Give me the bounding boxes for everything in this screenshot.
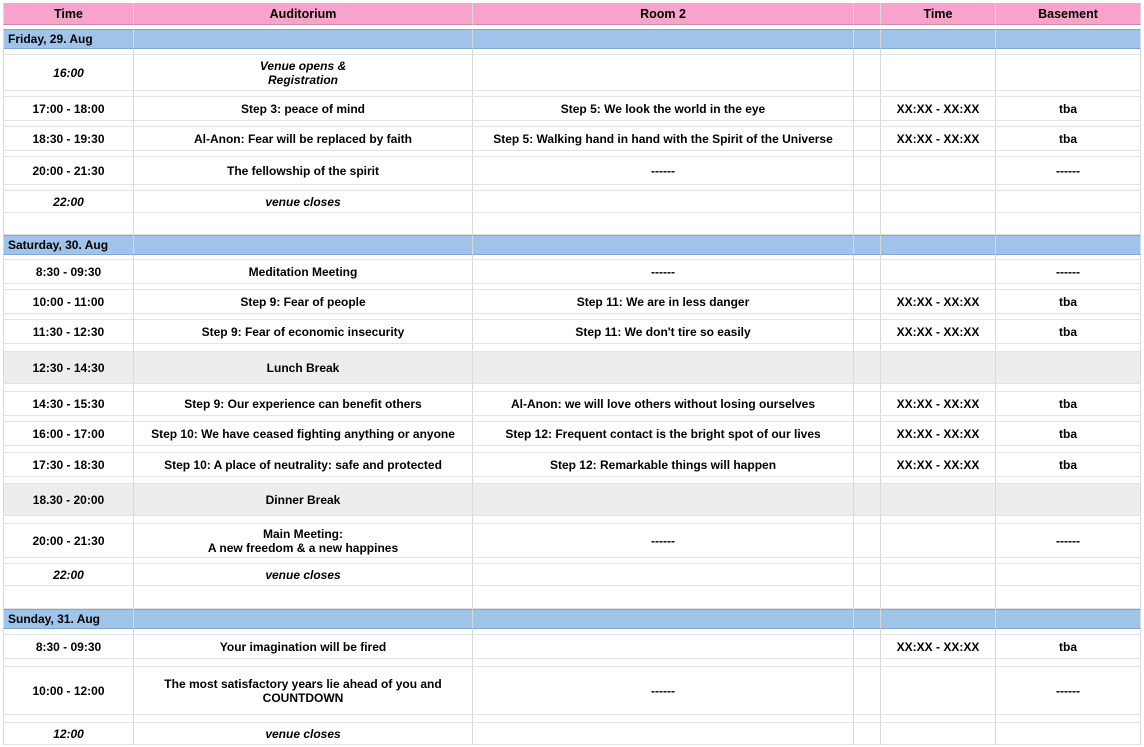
spacer-cell[interactable] — [854, 516, 881, 524]
spacer-cell[interactable] — [134, 715, 473, 723]
day-label[interactable]: Sunday, 31. Aug — [3, 609, 134, 629]
auditorium-cell[interactable]: Your imagination will be fired — [134, 635, 473, 659]
room2-cell[interactable]: ------ — [473, 667, 854, 715]
auditorium-cell[interactable]: venue closes — [134, 723, 473, 745]
auditorium-cell[interactable]: Step 9: Fear of people — [134, 290, 473, 314]
basement-cell[interactable]: tba — [996, 97, 1141, 121]
spacer-cell[interactable] — [134, 659, 473, 667]
basement-cell[interactable]: tba — [996, 127, 1141, 151]
spacer-row — [3, 344, 1141, 352]
blank-cell[interactable] — [854, 723, 881, 745]
time2-cell[interactable]: XX:XX - XX:XX — [881, 320, 996, 344]
header-blank[interactable] — [854, 3, 881, 25]
spacer-cell[interactable] — [3, 384, 134, 392]
header-basement[interactable]: Basement — [996, 3, 1141, 25]
day-cell[interactable] — [996, 29, 1141, 49]
spacer-cell[interactable] — [996, 213, 1141, 235]
day-cell[interactable] — [473, 609, 854, 629]
day-cell[interactable] — [854, 29, 881, 49]
spacer-row — [3, 477, 1141, 484]
spacer-cell[interactable] — [881, 659, 996, 667]
spacer-cell[interactable] — [473, 446, 854, 453]
time2-cell[interactable] — [881, 564, 996, 586]
room2-cell[interactable] — [473, 635, 854, 659]
table-row — [3, 320, 1141, 344]
time-cell[interactable]: 18:30 - 19:30 — [3, 127, 134, 151]
time2-cell[interactable]: XX:XX - XX:XX — [881, 127, 996, 151]
spacer-cell[interactable] — [854, 586, 881, 609]
spacer-cell[interactable] — [881, 344, 996, 352]
spacer-cell[interactable] — [996, 586, 1141, 609]
spacer-cell[interactable] — [134, 586, 473, 609]
time-cell[interactable]: 11:30 - 12:30 — [3, 320, 134, 344]
table-row — [3, 55, 1141, 91]
blank-cell[interactable] — [854, 524, 881, 558]
time2-cell[interactable]: XX:XX - XX:XX — [881, 392, 996, 416]
blank-cell[interactable] — [854, 564, 881, 586]
room2-cell[interactable]: Step 11: We don't tire so easily — [473, 320, 854, 344]
schedule-sheet — [3, 3, 1141, 747]
table-row — [3, 422, 1141, 446]
spacer-cell[interactable] — [134, 446, 473, 453]
time-cell[interactable]: 20:00 - 21:30 — [3, 157, 134, 185]
spacer-cell[interactable] — [134, 213, 473, 235]
spacer-row — [3, 659, 1141, 667]
spacer-cell[interactable] — [473, 344, 854, 352]
blank-cell[interactable] — [854, 422, 881, 446]
spacer-cell[interactable] — [134, 384, 473, 392]
table-row — [3, 97, 1141, 121]
time2-cell[interactable] — [881, 191, 996, 213]
spacer-row — [3, 446, 1141, 453]
spacer-cell[interactable] — [996, 477, 1141, 484]
table-row — [3, 157, 1141, 185]
table-row — [3, 260, 1141, 284]
day-cell[interactable] — [881, 29, 996, 49]
basement-cell[interactable]: ------ — [996, 524, 1141, 558]
table-row — [3, 564, 1141, 586]
basement-cell[interactable] — [996, 484, 1141, 516]
table-row — [3, 290, 1141, 314]
basement-cell[interactable]: tba — [996, 290, 1141, 314]
table-row — [3, 524, 1141, 558]
room2-cell[interactable]: ------ — [473, 524, 854, 558]
blank-cell[interactable] — [854, 290, 881, 314]
header-time2[interactable]: Time — [881, 3, 996, 25]
blank-cell[interactable] — [854, 260, 881, 284]
basement-cell[interactable] — [996, 723, 1141, 745]
room2-cell[interactable] — [473, 352, 854, 384]
room2-cell[interactable]: ------ — [473, 157, 854, 185]
time-cell[interactable]: 16:00 - 17:00 — [3, 422, 134, 446]
time-cell[interactable]: 22:00 — [3, 564, 134, 586]
day-cell[interactable] — [881, 609, 996, 629]
spacer-cell[interactable] — [3, 344, 134, 352]
basement-cell[interactable]: tba — [996, 635, 1141, 659]
table-row — [3, 667, 1141, 715]
spacer-cell[interactable] — [473, 384, 854, 392]
spacer-cell[interactable] — [3, 516, 134, 524]
spacer-row — [3, 384, 1141, 392]
day-cell[interactable] — [473, 29, 854, 49]
basement-cell[interactable] — [996, 564, 1141, 586]
spacer-row — [3, 213, 1141, 235]
blank-cell[interactable] — [854, 352, 881, 384]
lunch-break-row — [3, 352, 1141, 384]
auditorium-cell[interactable]: The fellowship of the spirit — [134, 157, 473, 185]
day-cell[interactable] — [881, 235, 996, 255]
spacer-cell[interactable] — [881, 384, 996, 392]
blank-cell[interactable] — [854, 97, 881, 121]
spacer-cell[interactable] — [854, 213, 881, 235]
spacer-cell[interactable] — [881, 477, 996, 484]
spacer-cell[interactable] — [473, 516, 854, 524]
room2-cell[interactable] — [473, 55, 854, 91]
table-row — [3, 191, 1141, 213]
time2-cell[interactable]: XX:XX - XX:XX — [881, 422, 996, 446]
spacer-cell[interactable] — [3, 715, 134, 723]
time-cell[interactable]: 12:00 — [3, 723, 134, 745]
time2-cell[interactable] — [881, 723, 996, 745]
spacer-cell[interactable] — [3, 477, 134, 484]
day-row-friday — [3, 29, 1141, 49]
time-cell[interactable]: 16:00 — [3, 55, 134, 91]
day-cell[interactable] — [996, 235, 1141, 255]
blank-cell[interactable] — [854, 453, 881, 477]
spacer-cell[interactable] — [996, 446, 1141, 453]
header-room2[interactable]: Room 2 — [473, 3, 854, 25]
time-cell[interactable]: 10:00 - 11:00 — [3, 290, 134, 314]
spacer-cell[interactable] — [881, 516, 996, 524]
auditorium-cell[interactable]: Step 10: A place of neutrality: safe and protected — [134, 453, 473, 477]
auditorium-cell[interactable]: Venue opens & Registration — [134, 55, 473, 91]
auditorium-cell[interactable]: Dinner Break — [134, 484, 473, 516]
room2-cell[interactable]: ------ — [473, 260, 854, 284]
time-cell[interactable]: 22:00 — [3, 191, 134, 213]
time2-cell[interactable] — [881, 667, 996, 715]
spacer-row — [3, 516, 1141, 524]
room2-cell[interactable] — [473, 723, 854, 745]
auditorium-cell[interactable]: Step 10: We have ceased fighting anything or anyone — [134, 422, 473, 446]
blank-cell[interactable] — [854, 157, 881, 185]
auditorium-cell[interactable]: Step 9: Our experience can benefit others — [134, 392, 473, 416]
spacer-row — [3, 586, 1141, 609]
spacer-cell[interactable] — [996, 659, 1141, 667]
spacer-cell[interactable] — [134, 477, 473, 484]
basement-cell[interactable]: tba — [996, 392, 1141, 416]
spacer-cell[interactable] — [881, 213, 996, 235]
time-cell[interactable]: 12:30 - 14:30 — [3, 352, 134, 384]
header-time[interactable]: Time — [3, 3, 134, 25]
day-cell[interactable] — [473, 235, 854, 255]
day-cell[interactable] — [134, 235, 473, 255]
day-label[interactable]: Saturday, 30. Aug — [3, 235, 134, 255]
time-cell[interactable]: 17:30 - 18:30 — [3, 453, 134, 477]
basement-cell[interactable] — [996, 352, 1141, 384]
spacer-cell[interactable] — [996, 715, 1141, 723]
room2-cell[interactable]: Step 11: We are in less danger — [473, 290, 854, 314]
time-cell[interactable]: 17:00 - 18:00 — [3, 97, 134, 121]
auditorium-cell[interactable]: Step 3: peace of mind — [134, 97, 473, 121]
auditorium-cell[interactable]: venue closes — [134, 564, 473, 586]
spacer-cell[interactable] — [881, 586, 996, 609]
time2-cell[interactable]: XX:XX - XX:XX — [881, 635, 996, 659]
auditorium-cell[interactable]: Meditation Meeting — [134, 260, 473, 284]
spacer-cell[interactable] — [996, 516, 1141, 524]
table-row — [3, 635, 1141, 659]
spacer-cell[interactable] — [854, 344, 881, 352]
spacer-cell[interactable] — [473, 213, 854, 235]
auditorium-cell[interactable]: The most satisfactory years lie ahead of you and COUNTDOWN — [134, 667, 473, 715]
spacer-cell[interactable] — [473, 477, 854, 484]
day-row-sunday — [3, 609, 1141, 629]
room2-cell[interactable] — [473, 564, 854, 586]
blank-cell[interactable] — [854, 484, 881, 516]
auditorium-cell[interactable]: Lunch Break — [134, 352, 473, 384]
room2-cell[interactable] — [473, 191, 854, 213]
time-cell[interactable]: 14:30 - 15:30 — [3, 392, 134, 416]
basement-cell[interactable] — [996, 191, 1141, 213]
day-label[interactable]: Friday, 29. Aug — [3, 29, 134, 49]
day-cell[interactable] — [854, 235, 881, 255]
spacer-row — [3, 715, 1141, 723]
room2-cell[interactable]: Step 5: We look the world in the eye — [473, 97, 854, 121]
time-cell[interactable]: 8:30 - 09:30 — [3, 260, 134, 284]
blank-cell[interactable] — [854, 667, 881, 715]
room2-cell[interactable]: Step 5: Walking hand in hand with the Spirit of the Universe — [473, 127, 854, 151]
spacer-cell[interactable] — [3, 446, 134, 453]
basement-cell[interactable]: ------ — [996, 260, 1141, 284]
room2-cell[interactable]: Step 12: Remarkable things will happen — [473, 453, 854, 477]
spacer-cell[interactable] — [3, 586, 134, 609]
time2-cell[interactable]: XX:XX - XX:XX — [881, 453, 996, 477]
spacer-cell[interactable] — [3, 213, 134, 235]
day-cell[interactable] — [134, 609, 473, 629]
day-cell[interactable] — [996, 609, 1141, 629]
time2-cell[interactable] — [881, 260, 996, 284]
basement-cell[interactable]: tba — [996, 320, 1141, 344]
time2-cell[interactable] — [881, 352, 996, 384]
blank-cell[interactable] — [854, 392, 881, 416]
spacer-cell[interactable] — [854, 446, 881, 453]
time2-cell[interactable] — [881, 55, 996, 91]
table-row — [3, 127, 1141, 151]
basement-cell[interactable] — [996, 55, 1141, 91]
spacer-cell[interactable] — [3, 659, 134, 667]
room2-cell[interactable]: Step 12: Frequent contact is the bright spot of our lives — [473, 422, 854, 446]
basement-cell[interactable]: tba — [996, 422, 1141, 446]
time-cell[interactable]: 20:00 - 21:30 — [3, 524, 134, 558]
table-row — [3, 723, 1141, 745]
spacer-cell[interactable] — [134, 516, 473, 524]
spacer-cell[interactable] — [854, 659, 881, 667]
table-row — [3, 453, 1141, 477]
spacer-cell[interactable] — [881, 715, 996, 723]
day-cell[interactable] — [854, 609, 881, 629]
dinner-break-row — [3, 484, 1141, 516]
time2-cell[interactable]: XX:XX - XX:XX — [881, 290, 996, 314]
blank-cell[interactable] — [854, 127, 881, 151]
time-cell[interactable]: 18.30 - 20:00 — [3, 484, 134, 516]
time2-cell[interactable] — [881, 524, 996, 558]
basement-cell[interactable]: tba — [996, 453, 1141, 477]
blank-cell[interactable] — [854, 320, 881, 344]
header-row — [3, 3, 1141, 25]
spacer-cell[interactable] — [473, 715, 854, 723]
auditorium-cell[interactable]: Main Meeting: A new freedom & a new happines — [134, 524, 473, 558]
auditorium-cell[interactable]: Step 9: Fear of economic insecurity — [134, 320, 473, 344]
time2-cell[interactable]: XX:XX - XX:XX — [881, 97, 996, 121]
spacer-cell[interactable] — [854, 477, 881, 484]
blank-cell[interactable] — [854, 191, 881, 213]
header-auditorium[interactable]: Auditorium — [134, 3, 473, 25]
room2-cell[interactable] — [473, 484, 854, 516]
blank-cell[interactable] — [854, 635, 881, 659]
table-row — [3, 392, 1141, 416]
basement-cell[interactable]: ------ — [996, 667, 1141, 715]
time-cell[interactable]: 10:00 - 12:00 — [3, 667, 134, 715]
time2-cell[interactable] — [881, 157, 996, 185]
spacer-cell[interactable] — [996, 384, 1141, 392]
time2-cell[interactable] — [881, 484, 996, 516]
spacer-cell[interactable] — [881, 446, 996, 453]
spacer-cell[interactable] — [854, 384, 881, 392]
blank-cell[interactable] — [854, 55, 881, 91]
day-row-saturday — [3, 235, 1141, 255]
spacer-cell[interactable] — [854, 715, 881, 723]
spacer-cell[interactable] — [473, 586, 854, 609]
day-cell[interactable] — [134, 29, 473, 49]
auditorium-cell[interactable]: venue closes — [134, 191, 473, 213]
basement-cell[interactable]: ------ — [996, 157, 1141, 185]
spacer-cell[interactable] — [473, 659, 854, 667]
time-cell[interactable]: 8:30 - 09:30 — [3, 635, 134, 659]
spacer-cell[interactable] — [134, 344, 473, 352]
spacer-cell[interactable] — [996, 344, 1141, 352]
auditorium-cell[interactable]: Al-Anon: Fear will be replaced by faith — [134, 127, 473, 151]
room2-cell[interactable]: Al-Anon: we will love others without losing ourselves — [473, 392, 854, 416]
